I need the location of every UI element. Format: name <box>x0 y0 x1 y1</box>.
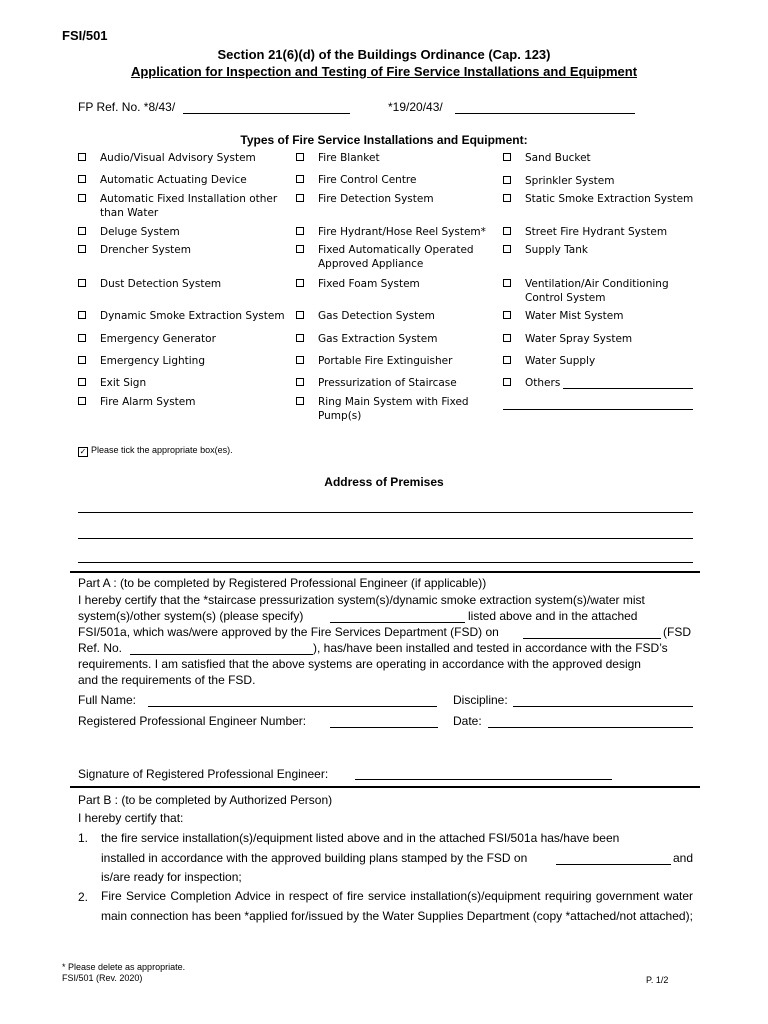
fp-ref-label: FP Ref. No. *8/43/ <box>78 100 176 114</box>
checkbox[interactable] <box>296 153 304 161</box>
discipline-label: Discipline: <box>453 693 508 707</box>
checkbox[interactable] <box>503 356 511 364</box>
checkbox[interactable] <box>78 397 86 405</box>
revision: FSI/501 (Rev. 2020) <box>62 973 143 983</box>
checkbox[interactable] <box>503 194 511 202</box>
part-a-text-4a: Ref. No. <box>78 641 123 655</box>
part-b-item1-line3: is/are ready for inspection; <box>101 870 242 884</box>
full-name-field[interactable] <box>148 706 437 707</box>
full-name-label: Full Name: <box>78 693 137 707</box>
checkbox[interactable] <box>78 175 86 183</box>
part-a-text-1: I hereby certify that the *staircase pressurization system(s)/dynamic smoke extraction system(s)/water mist <box>78 593 645 607</box>
checkbox[interactable] <box>296 175 304 183</box>
others-field-2[interactable] <box>503 409 693 410</box>
part-b-intro: I hereby certify that: <box>78 811 184 825</box>
stamp-date-field[interactable] <box>556 864 671 865</box>
fp-ref-field-2[interactable] <box>455 113 635 114</box>
checkbox[interactable] <box>503 311 511 319</box>
checkbox[interactable] <box>296 194 304 202</box>
signature-label: Signature of Registered Professional Engineer: <box>78 767 329 781</box>
checkbox[interactable] <box>503 176 511 184</box>
address-line-2[interactable] <box>78 538 693 539</box>
divider <box>70 571 700 573</box>
types-heading: Types of Fire Service Installations and Equipment: <box>240 133 528 147</box>
part-a-heading: Part A : (to be completed by Registered Professional Engineer (if applicable)) <box>78 576 487 590</box>
approval-date-field[interactable] <box>523 638 661 639</box>
checkbox[interactable] <box>503 378 511 386</box>
discipline-field[interactable] <box>513 706 693 707</box>
part-a-text-3b: (FSD <box>663 625 691 639</box>
part-b-item1-line1: the fire service installation(s)/equipment listed above and in the attached FSI/501a has/have been <box>101 831 620 845</box>
checkbox[interactable] <box>78 311 86 319</box>
checkbox[interactable] <box>78 153 86 161</box>
checkbox[interactable] <box>296 311 304 319</box>
address-line-1[interactable] <box>78 512 693 513</box>
part-a-text-5: requirements. I am satisfied that the above systems are operating in accordance with the approved design <box>78 657 641 671</box>
checkbox[interactable] <box>503 227 511 235</box>
date-field[interactable] <box>488 727 693 728</box>
part-a-text-6: and the requirements of the FSD. <box>78 673 256 687</box>
checkbox[interactable] <box>503 245 511 253</box>
checkbox[interactable] <box>78 194 86 202</box>
checkbox[interactable] <box>78 356 86 364</box>
checkbox[interactable] <box>296 279 304 287</box>
other-system-field[interactable] <box>330 622 465 623</box>
page-number: P. 1/2 <box>646 975 669 985</box>
part-b-item1-line2: installed in accordance with the approved building plans stamped by the FSD on <box>101 851 528 865</box>
address-heading: Address of Premises <box>324 475 444 489</box>
part-a-text-2a: system(s)/other system(s) (please specify) <box>78 609 304 623</box>
rpe-number-label: Registered Professional Engineer Number: <box>78 714 307 728</box>
title-ordinance: Section 21(6)(d) of the Buildings Ordinance (Cap. 123) <box>217 47 551 62</box>
divider <box>70 786 700 788</box>
part-b-item2: Fire Service Completion Advice in respect of fire service installation(s)/equipment requiring government water main connection has been *applied for/issued by the Water Supplies Department (copy *attached/not attached); <box>101 889 693 923</box>
list-number: 2. <box>78 890 89 904</box>
checkbox[interactable] <box>503 334 511 342</box>
fp-ref-alt-label: *19/20/43/ <box>388 100 443 114</box>
part-a-text-3a: FSI/501a, which was/were approved by the Fire Services Department (FSD) on <box>78 625 499 639</box>
checkbox[interactable] <box>78 227 86 235</box>
signature-field[interactable] <box>355 779 612 780</box>
checkbox[interactable] <box>296 227 304 235</box>
address-line-3[interactable] <box>78 562 693 563</box>
fp-ref-field-1[interactable] <box>183 113 350 114</box>
checkbox[interactable] <box>503 279 511 287</box>
checkmark-icon: ✓ <box>79 447 87 456</box>
list-number: 1. <box>78 831 89 845</box>
checkbox[interactable] <box>78 334 86 342</box>
checkbox[interactable] <box>78 378 86 386</box>
checkbox[interactable] <box>503 153 511 161</box>
form-code: FSI/501 <box>62 28 108 43</box>
checkbox[interactable] <box>296 356 304 364</box>
part-b-heading: Part B : (to be completed by Authorized Person) <box>78 793 333 807</box>
date-label: Date: <box>453 714 482 728</box>
fsd-ref-field[interactable] <box>130 654 313 655</box>
part-a-text-4b: ), has/have been installed and tested in accordance with the FSD’s <box>313 641 668 655</box>
title-application: Application for Inspection and Testing of Fire Service Installations and Equipment <box>130 64 638 79</box>
checkbox[interactable] <box>296 397 304 405</box>
rpe-number-field[interactable] <box>330 727 438 728</box>
checkbox[interactable] <box>296 245 304 253</box>
checkbox[interactable] <box>78 245 86 253</box>
checkbox[interactable] <box>296 378 304 386</box>
others-field[interactable] <box>563 388 693 389</box>
tick-note: ✓ Please tick the appropriate box(es). <box>79 445 233 456</box>
checkbox[interactable] <box>78 279 86 287</box>
part-b-item1-and: and <box>673 851 694 865</box>
checkbox[interactable] <box>296 334 304 342</box>
part-a-text-2b: listed above and in the attached <box>468 609 638 623</box>
footnote: * Please delete as appropriate. <box>62 962 186 972</box>
